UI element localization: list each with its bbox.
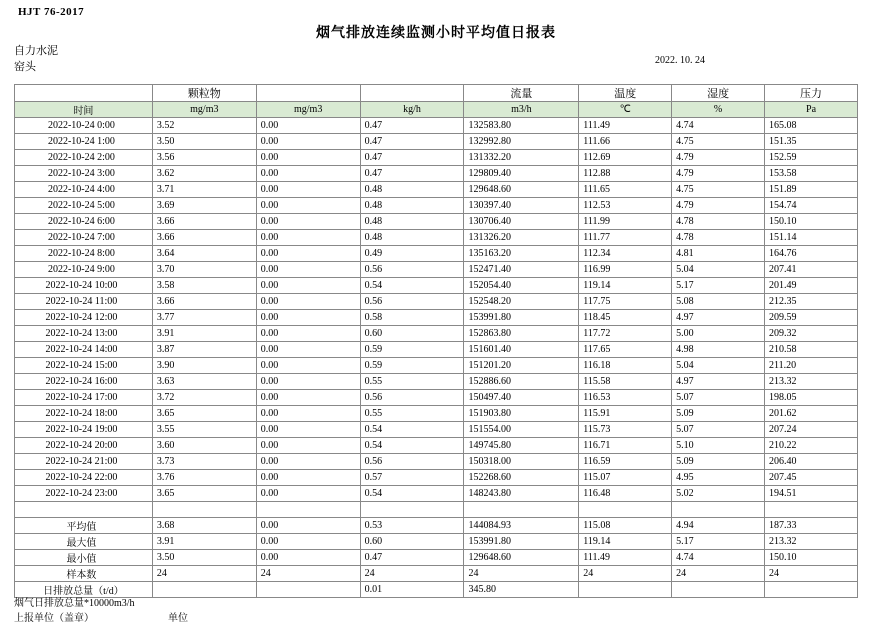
table-row — [15, 358, 858, 374]
table-cell: 0.00 — [256, 166, 360, 182]
footer-note-stamp: 上报单位（盖章） — [14, 613, 94, 624]
table-cell: 4.95 — [672, 470, 765, 486]
table-cell: 0.48 — [360, 230, 464, 246]
table-cell: 207.45 — [765, 470, 858, 486]
table-cell: 0.00 — [256, 518, 360, 534]
column-unit-header: % — [672, 102, 765, 118]
table-cell: 24 — [672, 566, 765, 582]
table-cell: 4.79 — [672, 150, 765, 166]
table-cell: 2022-10-24 0:00 — [15, 118, 153, 134]
table-cell: 0.60 — [360, 326, 464, 342]
table-row — [15, 134, 858, 150]
column-unit-header: m3/h — [464, 102, 579, 118]
table-summary-row — [15, 518, 858, 534]
table-spacer-row — [15, 502, 858, 518]
table-cell: 111.66 — [579, 134, 672, 150]
table-cell: 0.48 — [360, 198, 464, 214]
footer-unit-label: 单位 — [168, 613, 188, 624]
table-cell: 0.00 — [256, 246, 360, 262]
table-cell: 0.56 — [360, 390, 464, 406]
table-cell: 2022-10-24 20:00 — [15, 438, 153, 454]
table-cell: 152054.40 — [464, 278, 579, 294]
table-cell: 3.62 — [152, 166, 256, 182]
table-cell: 111.99 — [579, 214, 672, 230]
table-cell: 3.58 — [152, 278, 256, 294]
table-cell: 0.58 — [360, 310, 464, 326]
table-row — [15, 470, 858, 486]
table-cell: 116.53 — [579, 390, 672, 406]
table-cell: 0.00 — [256, 390, 360, 406]
table-cell: 3.65 — [152, 486, 256, 502]
table-cell: 0.00 — [256, 294, 360, 310]
table-cell: 5.09 — [672, 454, 765, 470]
emission-data-table — [14, 84, 858, 598]
table-cell: 24 — [579, 566, 672, 582]
table-row — [15, 326, 858, 342]
table-cell: 4.75 — [672, 182, 765, 198]
table-cell: 2022-10-24 7:00 — [15, 230, 153, 246]
table-cell: 116.71 — [579, 438, 672, 454]
table-cell — [579, 582, 672, 598]
column-group-header: 流量 — [464, 85, 579, 102]
table-cell: 0.00 — [256, 454, 360, 470]
table-cell: 5.04 — [672, 262, 765, 278]
table-cell: 151.35 — [765, 134, 858, 150]
standard-code: HJT 76-2017 — [18, 6, 85, 18]
table-cell: 0.56 — [360, 454, 464, 470]
table-cell: 3.72 — [152, 390, 256, 406]
column-group-header: 湿度 — [672, 85, 765, 102]
table-cell: 135163.20 — [464, 246, 579, 262]
table-cell: 0.00 — [256, 262, 360, 278]
table-cell: 152471.40 — [464, 262, 579, 278]
table-cell: 3.91 — [152, 326, 256, 342]
table-cell: 2022-10-24 11:00 — [15, 294, 153, 310]
table-cell: 150.10 — [765, 550, 858, 566]
table-cell: 152268.60 — [464, 470, 579, 486]
table-cell: 0.00 — [256, 326, 360, 342]
table-row — [15, 438, 858, 454]
table-cell: 5.09 — [672, 406, 765, 422]
table-cell: 152863.80 — [464, 326, 579, 342]
table-row — [15, 422, 858, 438]
table-cell: 111.77 — [579, 230, 672, 246]
table-cell: 24 — [464, 566, 579, 582]
table-cell: 119.14 — [579, 278, 672, 294]
table-row — [15, 214, 858, 230]
table-cell-empty — [765, 502, 858, 518]
table-cell — [256, 582, 360, 598]
table-cell: 115.07 — [579, 470, 672, 486]
table-cell: 0.00 — [256, 470, 360, 486]
table-cell: 152548.20 — [464, 294, 579, 310]
table-cell: 150497.40 — [464, 390, 579, 406]
column-group-header — [360, 85, 464, 102]
table-cell: 5.02 — [672, 486, 765, 502]
table-cell: 4.97 — [672, 374, 765, 390]
table-cell: 3.90 — [152, 358, 256, 374]
column-unit-header: mg/m3 — [256, 102, 360, 118]
table-cell: 0.00 — [256, 342, 360, 358]
table-cell: 5.07 — [672, 422, 765, 438]
table-cell: 3.76 — [152, 470, 256, 486]
column-unit-header: kg/h — [360, 102, 464, 118]
table-cell: 151601.40 — [464, 342, 579, 358]
table-cell-empty — [579, 502, 672, 518]
table-cell: 131326.20 — [464, 230, 579, 246]
table-cell: 112.69 — [579, 150, 672, 166]
table-row — [15, 406, 858, 422]
table-cell: 132992.80 — [464, 134, 579, 150]
table-cell: 2022-10-24 22:00 — [15, 470, 153, 486]
table-cell: 132583.80 — [464, 118, 579, 134]
table-cell: 3.87 — [152, 342, 256, 358]
table-header-row — [15, 85, 858, 102]
table-cell: 3.66 — [152, 214, 256, 230]
table-cell: 2022-10-24 14:00 — [15, 342, 153, 358]
table-cell: 0.54 — [360, 422, 464, 438]
table-row — [15, 166, 858, 182]
table-row — [15, 454, 858, 470]
table-cell: 0.59 — [360, 358, 464, 374]
table-cell: 0.49 — [360, 246, 464, 262]
table-cell: 129809.40 — [464, 166, 579, 182]
column-group-header: 温度 — [579, 85, 672, 102]
table-cell: 0.54 — [360, 438, 464, 454]
table-cell: 0.00 — [256, 374, 360, 390]
table-cell: 0.00 — [256, 198, 360, 214]
table-cell: 144084.93 — [464, 518, 579, 534]
table-cell: 3.66 — [152, 230, 256, 246]
table-cell: 2022-10-24 2:00 — [15, 150, 153, 166]
table-cell: 116.99 — [579, 262, 672, 278]
table-cell: 3.70 — [152, 262, 256, 278]
table-cell: 3.68 — [152, 518, 256, 534]
table-cell: 3.52 — [152, 118, 256, 134]
table-cell: 5.17 — [672, 534, 765, 550]
table-cell: 4.75 — [672, 134, 765, 150]
table-cell: 4.78 — [672, 230, 765, 246]
table-cell: 0.00 — [256, 406, 360, 422]
table-cell: 4.74 — [672, 118, 765, 134]
table-cell: 207.24 — [765, 422, 858, 438]
table-cell-empty — [360, 502, 464, 518]
table-cell: 345.80 — [464, 582, 579, 598]
table-cell: 0.00 — [256, 422, 360, 438]
table-cell: 4.78 — [672, 214, 765, 230]
table-cell: 0.54 — [360, 486, 464, 502]
table-cell: 117.65 — [579, 342, 672, 358]
column-unit-header: mg/m3 — [152, 102, 256, 118]
table-summary-row — [15, 534, 858, 550]
table-cell: 0.47 — [360, 118, 464, 134]
table-cell-empty — [672, 502, 765, 518]
table-cell: 2022-10-24 12:00 — [15, 310, 153, 326]
table-cell — [765, 582, 858, 598]
table-cell: 0.57 — [360, 470, 464, 486]
table-cell — [672, 582, 765, 598]
table-cell: 3.50 — [152, 550, 256, 566]
table-cell: 117.75 — [579, 294, 672, 310]
table-row — [15, 486, 858, 502]
table-row — [15, 278, 858, 294]
table-summary-row — [15, 550, 858, 566]
table-cell: 115.91 — [579, 406, 672, 422]
table-cell: 0.00 — [256, 230, 360, 246]
table-cell: 0.53 — [360, 518, 464, 534]
table-cell: 0.00 — [256, 486, 360, 502]
table-cell: 210.58 — [765, 342, 858, 358]
table-cell: 0.00 — [256, 118, 360, 134]
table-cell: 4.81 — [672, 246, 765, 262]
table-cell: 154.74 — [765, 198, 858, 214]
table-cell: 198.05 — [765, 390, 858, 406]
table-cell: 2022-10-24 21:00 — [15, 454, 153, 470]
table-cell: 0.00 — [256, 150, 360, 166]
table-cell: 最小值 — [15, 550, 153, 566]
table-cell: 2022-10-24 9:00 — [15, 262, 153, 278]
table-cell: 最大值 — [15, 534, 153, 550]
table-cell: 212.35 — [765, 294, 858, 310]
table-cell: 201.62 — [765, 406, 858, 422]
table-cell: 194.51 — [765, 486, 858, 502]
table-cell: 164.76 — [765, 246, 858, 262]
table-cell: 2022-10-24 17:00 — [15, 390, 153, 406]
table-cell: 129648.60 — [464, 182, 579, 198]
company-name: 自力水泥 — [14, 45, 58, 57]
table-cell: 0.00 — [256, 278, 360, 294]
table-cell: 151903.80 — [464, 406, 579, 422]
table-cell: 3.73 — [152, 454, 256, 470]
table-cell: 0.55 — [360, 406, 464, 422]
table-cell: 119.14 — [579, 534, 672, 550]
emission-source: 窑头 — [14, 61, 36, 73]
table-cell: 3.50 — [152, 134, 256, 150]
table-cell: 3.65 — [152, 406, 256, 422]
table-cell: 5.08 — [672, 294, 765, 310]
table-cell: 0.47 — [360, 150, 464, 166]
table-cell: 150.10 — [765, 214, 858, 230]
table-cell: 5.00 — [672, 326, 765, 342]
table-cell: 3.60 — [152, 438, 256, 454]
table-cell: 5.07 — [672, 390, 765, 406]
table-cell: 0.00 — [256, 550, 360, 566]
table-cell: 148243.80 — [464, 486, 579, 502]
table-cell: 151.14 — [765, 230, 858, 246]
table-row — [15, 310, 858, 326]
table-cell: 131332.20 — [464, 150, 579, 166]
table-cell: 2022-10-24 3:00 — [15, 166, 153, 182]
table-summary-row — [15, 566, 858, 582]
table-cell: 112.53 — [579, 198, 672, 214]
table-cell: 117.72 — [579, 326, 672, 342]
table-cell: 0.47 — [360, 134, 464, 150]
table-cell: 3.55 — [152, 422, 256, 438]
page-title: 烟气排放连续监测小时平均值日报表 — [316, 26, 556, 41]
table-cell: 5.10 — [672, 438, 765, 454]
table-row — [15, 198, 858, 214]
table-cell: 3.69 — [152, 198, 256, 214]
table-cell: 3.63 — [152, 374, 256, 390]
table-row — [15, 150, 858, 166]
table-cell: 3.56 — [152, 150, 256, 166]
table-cell: 4.97 — [672, 310, 765, 326]
table-cell: 116.48 — [579, 486, 672, 502]
table-cell: 样本数 — [15, 566, 153, 582]
table-cell: 115.08 — [579, 518, 672, 534]
table-cell: 151554.00 — [464, 422, 579, 438]
table-row — [15, 390, 858, 406]
table-row — [15, 118, 858, 134]
table-cell: 4.98 — [672, 342, 765, 358]
table-cell: 4.94 — [672, 518, 765, 534]
table-cell: 4.79 — [672, 166, 765, 182]
table-row — [15, 374, 858, 390]
table-cell-empty — [152, 502, 256, 518]
table-cell: 0.56 — [360, 294, 464, 310]
table-cell: 2022-10-24 5:00 — [15, 198, 153, 214]
table-cell: 149745.80 — [464, 438, 579, 454]
table-cell: 0.59 — [360, 342, 464, 358]
table-cell: 112.88 — [579, 166, 672, 182]
table-cell: 3.71 — [152, 182, 256, 198]
table-cell: 5.17 — [672, 278, 765, 294]
footer-note-total: 烟气日排放总量*10000m3/h — [14, 598, 135, 609]
table-cell: 118.45 — [579, 310, 672, 326]
table-cell: 111.49 — [579, 550, 672, 566]
table-cell: 151201.20 — [464, 358, 579, 374]
table-cell: 0.01 — [360, 582, 464, 598]
column-group-header: 压力 — [765, 85, 858, 102]
column-unit-header: ℃ — [579, 102, 672, 118]
table-cell: 209.59 — [765, 310, 858, 326]
column-group-header — [256, 85, 360, 102]
table-cell: 2022-10-24 1:00 — [15, 134, 153, 150]
table-cell: 2022-10-24 18:00 — [15, 406, 153, 422]
table-cell: 24 — [360, 566, 464, 582]
table-cell: 116.18 — [579, 358, 672, 374]
table-total-row — [15, 582, 858, 598]
table-cell: 2022-10-24 23:00 — [15, 486, 153, 502]
report-date: 2022. 10. 24 — [655, 55, 705, 66]
table-cell: 2022-10-24 13:00 — [15, 326, 153, 342]
table-cell: 3.77 — [152, 310, 256, 326]
table-cell: 0.00 — [256, 310, 360, 326]
table-cell: 0.00 — [256, 534, 360, 550]
table-cell: 平均值 — [15, 518, 153, 534]
table-cell: 116.59 — [579, 454, 672, 470]
table-cell-empty — [256, 502, 360, 518]
table-cell: 4.79 — [672, 198, 765, 214]
table-cell: 0.55 — [360, 374, 464, 390]
table-cell: 130706.40 — [464, 214, 579, 230]
table-cell: 165.08 — [765, 118, 858, 134]
column-group-header: 颗粒物 — [152, 85, 256, 102]
table-cell: 0.60 — [360, 534, 464, 550]
table-cell: 24 — [152, 566, 256, 582]
table-cell: 0.47 — [360, 550, 464, 566]
table-row — [15, 246, 858, 262]
table-cell: 2022-10-24 6:00 — [15, 214, 153, 230]
table-cell: 2022-10-24 4:00 — [15, 182, 153, 198]
table-cell: 0.00 — [256, 358, 360, 374]
table-cell: 24 — [765, 566, 858, 582]
table-cell: 0.48 — [360, 214, 464, 230]
table-cell: 112.34 — [579, 246, 672, 262]
table-cell: 111.49 — [579, 118, 672, 134]
table-cell: 0.00 — [256, 438, 360, 454]
table-row — [15, 294, 858, 310]
table-cell: 0.54 — [360, 278, 464, 294]
table-row — [15, 262, 858, 278]
table-cell: 0.47 — [360, 166, 464, 182]
table-cell: 153991.80 — [464, 310, 579, 326]
table-cell: 2022-10-24 10:00 — [15, 278, 153, 294]
table-cell: 151.89 — [765, 182, 858, 198]
table-cell-empty — [464, 502, 579, 518]
table-cell: 2022-10-24 8:00 — [15, 246, 153, 262]
table-cell: 207.41 — [765, 262, 858, 278]
table-cell: 3.66 — [152, 294, 256, 310]
table-cell: 211.20 — [765, 358, 858, 374]
table-cell: 0.00 — [256, 182, 360, 198]
table-cell: 153.58 — [765, 166, 858, 182]
table-cell: 111.65 — [579, 182, 672, 198]
table-cell: 日排放总量（t/d） — [15, 582, 153, 598]
table-cell: 5.04 — [672, 358, 765, 374]
column-unit-header: 时间 — [15, 102, 153, 118]
table-row — [15, 182, 858, 198]
table-cell-empty — [15, 502, 153, 518]
table-row — [15, 230, 858, 246]
table-cell: 213.32 — [765, 534, 858, 550]
table-cell: 201.49 — [765, 278, 858, 294]
table-cell: 150318.00 — [464, 454, 579, 470]
table-cell: 4.74 — [672, 550, 765, 566]
table-cell: 129648.60 — [464, 550, 579, 566]
table-cell: 0.48 — [360, 182, 464, 198]
table-cell: 153991.80 — [464, 534, 579, 550]
table-cell: 130397.40 — [464, 198, 579, 214]
table-cell: 2022-10-24 19:00 — [15, 422, 153, 438]
table-cell: 209.32 — [765, 326, 858, 342]
table-cell: 115.73 — [579, 422, 672, 438]
table-cell: 152886.60 — [464, 374, 579, 390]
table-cell: 210.22 — [765, 438, 858, 454]
table-cell: 206.40 — [765, 454, 858, 470]
table-cell: 152.59 — [765, 150, 858, 166]
table-cell: 24 — [256, 566, 360, 582]
table-cell: 0.00 — [256, 214, 360, 230]
table-cell: 0.00 — [256, 134, 360, 150]
table-cell: 3.91 — [152, 534, 256, 550]
table-units-row — [15, 102, 858, 118]
table-cell: 213.32 — [765, 374, 858, 390]
table-cell — [152, 582, 256, 598]
column-unit-header: Pa — [765, 102, 858, 118]
table-cell: 187.33 — [765, 518, 858, 534]
table-cell: 3.64 — [152, 246, 256, 262]
table-row — [15, 342, 858, 358]
table-cell: 115.58 — [579, 374, 672, 390]
table-cell: 2022-10-24 16:00 — [15, 374, 153, 390]
column-group-header — [15, 85, 153, 102]
table-cell: 0.56 — [360, 262, 464, 278]
table-cell: 2022-10-24 15:00 — [15, 358, 153, 374]
